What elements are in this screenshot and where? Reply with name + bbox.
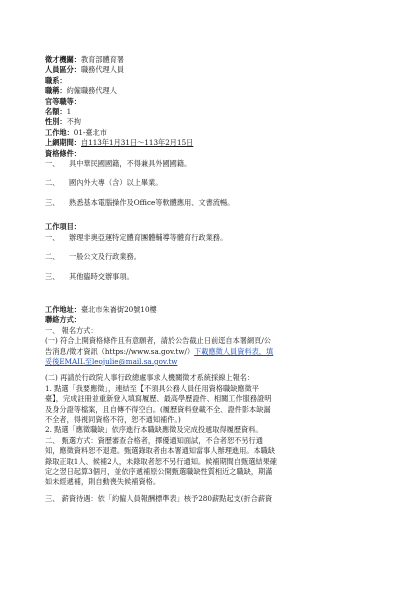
contact-section-1: 一、 報名方式： (45, 325, 98, 335)
email-link[interactable]: 妥後EMAIL至leojulie@mail.sa.gov.tw (45, 356, 178, 366)
duty-item: 一、 辦理非奧亞運特定體育團體輔導等體育行政業務。 (45, 232, 228, 242)
field-gender: 性別：不拘 (45, 117, 81, 127)
contact-1b-line: 及身分證等檔案，且自傳不得空白。(履歷資料登載不全、證件影本缺漏 (45, 404, 271, 414)
contact-title: 聯絡方式： (45, 315, 81, 325)
field-agency: 徵才機關：教育部體育署 (45, 55, 125, 64)
work-address: 工作地址：臺北市朱崙街20號10樓 (45, 304, 157, 314)
field-quota: 名額：1 (45, 107, 72, 117)
field-location: 工作地：01-臺北市 (45, 127, 107, 137)
qualification-item: 一、 具中華民國國籍，不得兼具外國國籍。 (45, 159, 192, 169)
field-rank: 官等職等： (45, 96, 81, 106)
field-period: 上網期間：自113年1月31日～113年2月15日 (45, 138, 194, 148)
qualifications-title: 資格條件： (45, 148, 81, 158)
duties-title: 工作項目： (45, 222, 81, 232)
basic-fields (45, 55, 420, 149)
contact-1b-line: 1. 點選「我要應徵」，連結至【不須具公務人員任用資格職缺應徵平 (45, 383, 259, 393)
contact-1b-line: 2. 點選「應徵職缺」依序進行本職缺應徵及完成投遞取得履歷資料。 (45, 425, 263, 435)
contact-2-line: 錄取正取1人、候補2人，未錄取者恕不另行通知。候補期間自甄選結果確 (45, 456, 277, 466)
duty-item: 三、 其他臨時交辦事項。 (45, 271, 134, 281)
qualification-item: 二、 國內外大專（含）以上畢業。 (45, 178, 163, 188)
contact-1b-line: 不全者，得視同資格不符，恕不通知補件。) (45, 414, 181, 424)
duty-item: 二、 一般公文及行政業務。 (45, 252, 141, 262)
field-category: 人員區分：職務代理人員 (45, 65, 125, 75)
contact-2-line: 二、 甄選方式：資歷審查合格者，擇優通知面試，不合者恕不另行通 (45, 435, 263, 445)
field-title: 職稱：約僱職務代理人 (45, 86, 117, 96)
contact-1a-line: 告消息/徵才資訊（https://www.sa.gov.tw/）下載應徵人員資料表，填 (45, 346, 274, 356)
contact-1a-line (45, 357, 420, 367)
contact-3-line: 三、 薪資待遇：依「約僱人員報酬標準表」核予280薪點起支(折合薪資 (45, 493, 273, 503)
contact-2-line: 知，應徵資料恕不退還。甄選錄取者由本署通知當事人辦理進用。本職缺 (45, 446, 276, 456)
contact-2-line: 定之翌日起算3個月，並依序遞補原公開甄選職缺性質相近之職缺，期滿 (45, 467, 273, 476)
qualification-item: 三、 熟悉基本電腦操作及Office等軟體應用、文書流暢。 (45, 197, 235, 207)
download-form-link[interactable]: 下載應徵人員資料表，填 (194, 346, 274, 356)
contact-1a-line: (一) 符合上開資格條件且有意願者，請於公告截止日前逕自本署網頁/公 (45, 336, 271, 346)
contact-1b-line: (二) 再請於行政院人事行政總處事求人機關徵才系統採線上報名： (45, 373, 255, 383)
contact-1b-line: 臺】，完成註冊並重新登入填寫履歷、最高學歷證件、相關工作服務證明 (45, 394, 272, 404)
contact-2-line: 如未經遞補，則自動喪失候補資格。 (45, 477, 161, 487)
field-series: 職系： (45, 75, 67, 85)
